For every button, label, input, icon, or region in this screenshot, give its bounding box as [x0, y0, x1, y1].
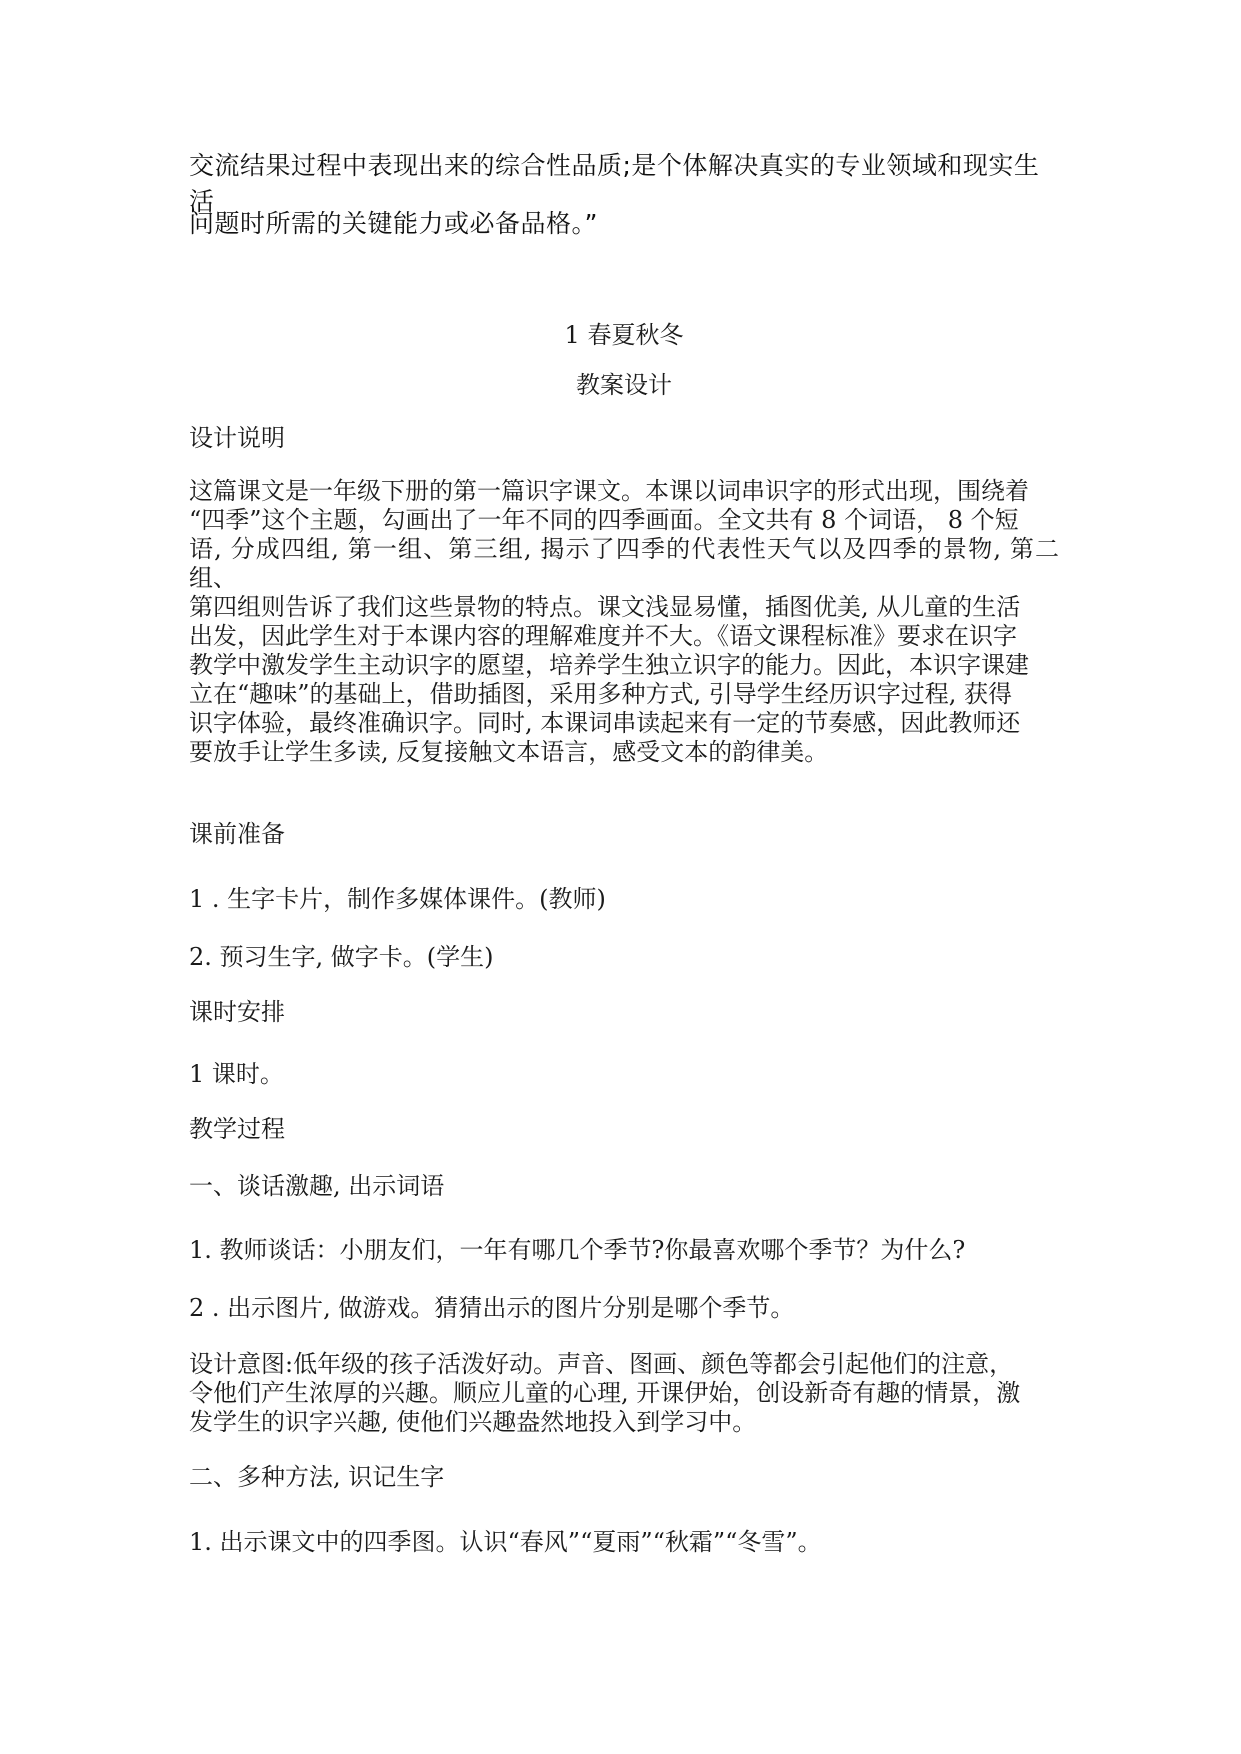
section-2-step-1: 1. 出示课文中的四季图。认识“春风”“夏雨”“秋霜”“冬雪”。: [189, 1528, 822, 1556]
design-note-line: 这篇课文是一年级下册的第一篇识字课文。本课以词串识字的形式出现，围绕着: [189, 477, 1029, 505]
design-intent-paragraph: [189, 1350, 1059, 1437]
section-1-step-2: 2 . 出示图片, 做游戏。猜猜出示的图片分别是哪个季节。: [189, 1294, 795, 1322]
section-1-step-1: 1. 教师谈话：小朋友们，一年有哪几个季节?你最喜欢哪个季节？为什么?: [189, 1236, 966, 1264]
design-intent-line: 设计意图:低年级的孩子活泼好动。声音、图画、颜色等都会引起他们的注意，: [189, 1350, 1014, 1378]
schedule-heading: 课时安排: [189, 998, 285, 1026]
section-2-heading: 二、多种方法, 识记生字: [189, 1463, 445, 1491]
design-note-line: 识字体验，最终准确识字。同时, 本课词串读起来有一定的节奏感，因此教师还: [189, 709, 1021, 737]
intro-line-1: 交流结果过程中表现出来的综合性品质;是个体解决真实的专业领域和现实生活: [189, 151, 1040, 216]
design-note-line: 立在“趣味”的基础上，借助插图，采用多种方式, 引导学生经历识字过程, 获得: [189, 680, 1013, 708]
lesson-subtitle: 教案设计: [576, 371, 672, 399]
design-note-line: 第四组则告诉了我们这些景物的特点。课文浅显易懂，插图优美, 从儿童的生活: [189, 593, 1021, 621]
design-note-line: “四季”这个主题，勾画出了一年不同的四季画面。全文共有 8 个词语， 8 个短: [189, 506, 1019, 534]
intro-line-2: 问题时所需的关键能力或必备品格。”: [189, 209, 598, 238]
design-note-heading: 设计说明: [189, 424, 285, 452]
design-intent-line: 令他们产生浓厚的兴趣。顺应儿童的心理, 开课伊始，创设新奇有趣的情景，激: [189, 1379, 1021, 1407]
process-heading: 教学过程: [189, 1115, 285, 1143]
design-note-line: 语, 分成四组, 第一组、第三组, 揭示了四季的代表性天气以及四季的景物, 第二组、: [189, 535, 1059, 592]
design-intent-line: 发学生的识字兴趣, 使他们兴趣盎然地投入到学习中。: [189, 1408, 757, 1436]
section-1-heading: 一、谈话激趣, 出示词语: [189, 1172, 445, 1200]
preparation-heading: 课前准备: [189, 820, 285, 848]
design-note-paragraph: [189, 477, 1059, 767]
design-note-line: 要放手让学生多读, 反复接触文本语言，感受文本的韵律美。: [189, 738, 829, 766]
design-note-line: 出发，因此学生对于本课内容的理解难度并不大。《语文课程标准》要求在识字: [189, 622, 1017, 650]
preparation-item-2: 2. 预习生字, 做字卡。(学生): [189, 943, 494, 971]
schedule-value: 1 课时。: [189, 1060, 284, 1088]
design-note-line: 教学中激发学生主动识字的愿望，培养学生独立识字的能力。因此，本识字课建: [189, 651, 1029, 679]
lesson-title: 1 春夏秋冬: [564, 321, 684, 349]
preparation-item-1: 1 . 生字卡片，制作多媒体课件。(教师): [189, 885, 606, 913]
